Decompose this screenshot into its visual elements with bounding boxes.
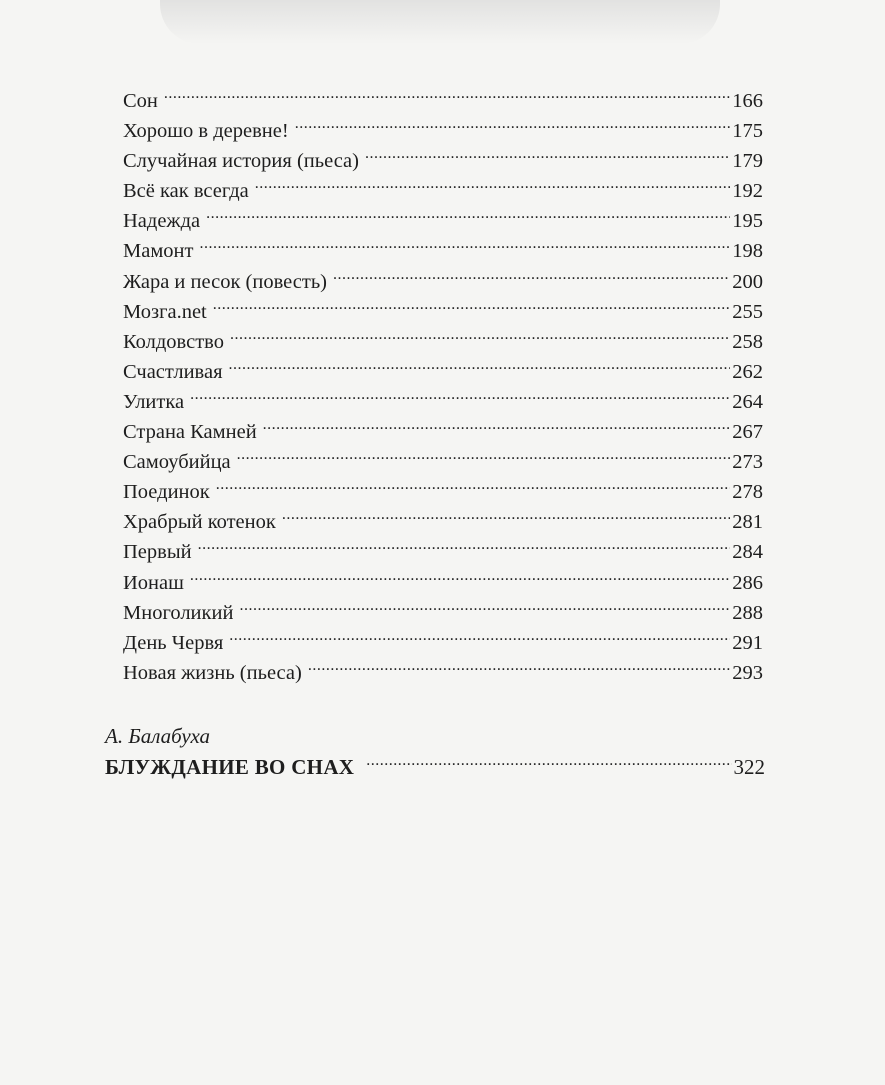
dot-leader bbox=[199, 237, 730, 258]
toc-row bbox=[123, 206, 763, 236]
toc-entry-page: 262 bbox=[732, 360, 763, 383]
scan-shadow bbox=[160, 0, 720, 44]
dot-leader bbox=[164, 87, 730, 108]
dot-leader bbox=[308, 658, 730, 679]
dot-leader bbox=[229, 628, 730, 649]
dot-leader bbox=[213, 297, 731, 318]
toc-row bbox=[123, 598, 763, 628]
dot-leader bbox=[190, 568, 730, 589]
toc-entry-title: БЛУЖДАНИЕ ВО СНАХ bbox=[105, 755, 355, 779]
toc-entry-page: 293 bbox=[732, 661, 763, 684]
dot-leader bbox=[239, 598, 730, 619]
toc-row bbox=[123, 267, 763, 297]
toc-row bbox=[123, 537, 763, 567]
toc-row bbox=[123, 116, 763, 146]
dot-leader bbox=[365, 147, 730, 168]
toc-row bbox=[123, 568, 763, 598]
afterword-author: А. Балабуха bbox=[105, 724, 210, 748]
toc-entry-page: 281 bbox=[732, 511, 763, 534]
toc-row bbox=[123, 387, 763, 417]
toc-row bbox=[123, 236, 763, 266]
toc-entry-title: Многоликий bbox=[123, 601, 234, 624]
dot-leader bbox=[282, 508, 730, 529]
toc-entry-page: 286 bbox=[732, 571, 763, 594]
toc-entry-page: 264 bbox=[732, 390, 763, 413]
toc-entry-title: Улитка bbox=[123, 390, 185, 413]
dot-leader bbox=[190, 387, 730, 408]
dot-leader bbox=[198, 538, 731, 559]
toc-row bbox=[123, 357, 763, 387]
toc-entry-page: 267 bbox=[732, 421, 763, 444]
dot-leader bbox=[237, 448, 731, 469]
toc-row bbox=[105, 752, 765, 782]
toc-entry-title: День Червя bbox=[123, 631, 224, 654]
toc-entry-title: Поединок bbox=[123, 481, 210, 504]
dot-leader bbox=[333, 267, 730, 288]
toc-row bbox=[123, 176, 763, 206]
toc-entry-page: 166 bbox=[732, 90, 763, 112]
toc-entry-page: 258 bbox=[732, 330, 763, 353]
toc-row bbox=[123, 447, 763, 477]
toc-row bbox=[123, 477, 763, 507]
toc-entry-title: Жара и песок (повесть) bbox=[123, 270, 327, 293]
toc-row bbox=[123, 658, 763, 688]
dot-leader bbox=[206, 207, 730, 228]
dot-leader bbox=[216, 478, 731, 499]
toc-entry-title: Сон bbox=[123, 90, 158, 112]
toc-entry-title: Случайная история (пьеса) bbox=[123, 150, 359, 173]
toc-entry-page: 291 bbox=[732, 631, 763, 654]
toc-entry-title: Новая жизнь (пьеса) bbox=[123, 661, 302, 684]
toc-entry-title: Надежда bbox=[123, 210, 201, 233]
toc-entry-page: 198 bbox=[732, 240, 763, 263]
toc-row bbox=[123, 417, 763, 447]
dot-leader bbox=[295, 117, 731, 138]
toc-entry-page: 288 bbox=[732, 601, 763, 624]
dot-leader bbox=[255, 177, 730, 198]
afterword-entry bbox=[105, 752, 765, 782]
dot-leader bbox=[230, 327, 730, 348]
toc-entry-page: 278 bbox=[732, 481, 763, 504]
toc-row bbox=[123, 297, 763, 327]
toc-entry-title: Храбрый котенок bbox=[123, 511, 276, 534]
toc-entry-page: 322 bbox=[733, 755, 765, 779]
toc-entry-title: Мамонт bbox=[123, 240, 194, 263]
toc-entry-title: Самоубийца bbox=[123, 451, 231, 474]
dot-leader bbox=[366, 753, 731, 774]
toc-entry-title: Ионаш bbox=[123, 571, 184, 594]
toc-entry-title: Счастливая bbox=[123, 360, 223, 383]
toc-entry-page: 175 bbox=[732, 120, 763, 143]
toc-entry-page: 179 bbox=[732, 150, 763, 173]
toc-row bbox=[123, 86, 763, 116]
table-of-contents bbox=[123, 86, 763, 688]
toc-entry-title: Мозга.net bbox=[123, 300, 207, 323]
toc-entry-page: 192 bbox=[732, 180, 763, 203]
toc-entry-title: Всё как всегда bbox=[123, 180, 249, 203]
toc-entry-title: Хорошо в деревне! bbox=[123, 120, 289, 143]
toc-entry-page: 284 bbox=[732, 541, 763, 564]
toc-row bbox=[123, 628, 763, 658]
toc-row bbox=[123, 146, 763, 176]
toc-entry-title: Колдовство bbox=[123, 330, 224, 353]
toc-entry-page: 200 bbox=[732, 270, 763, 293]
dot-leader bbox=[229, 357, 731, 378]
toc-row bbox=[123, 327, 763, 357]
dot-leader bbox=[263, 418, 731, 439]
toc-entry-page: 255 bbox=[732, 300, 763, 323]
toc-entry-title: Первый bbox=[123, 541, 192, 564]
toc-entry-title: Страна Камней bbox=[123, 421, 257, 444]
toc-row bbox=[123, 507, 763, 537]
toc-entry-page: 195 bbox=[732, 210, 763, 233]
toc-entry-page: 273 bbox=[732, 451, 763, 474]
